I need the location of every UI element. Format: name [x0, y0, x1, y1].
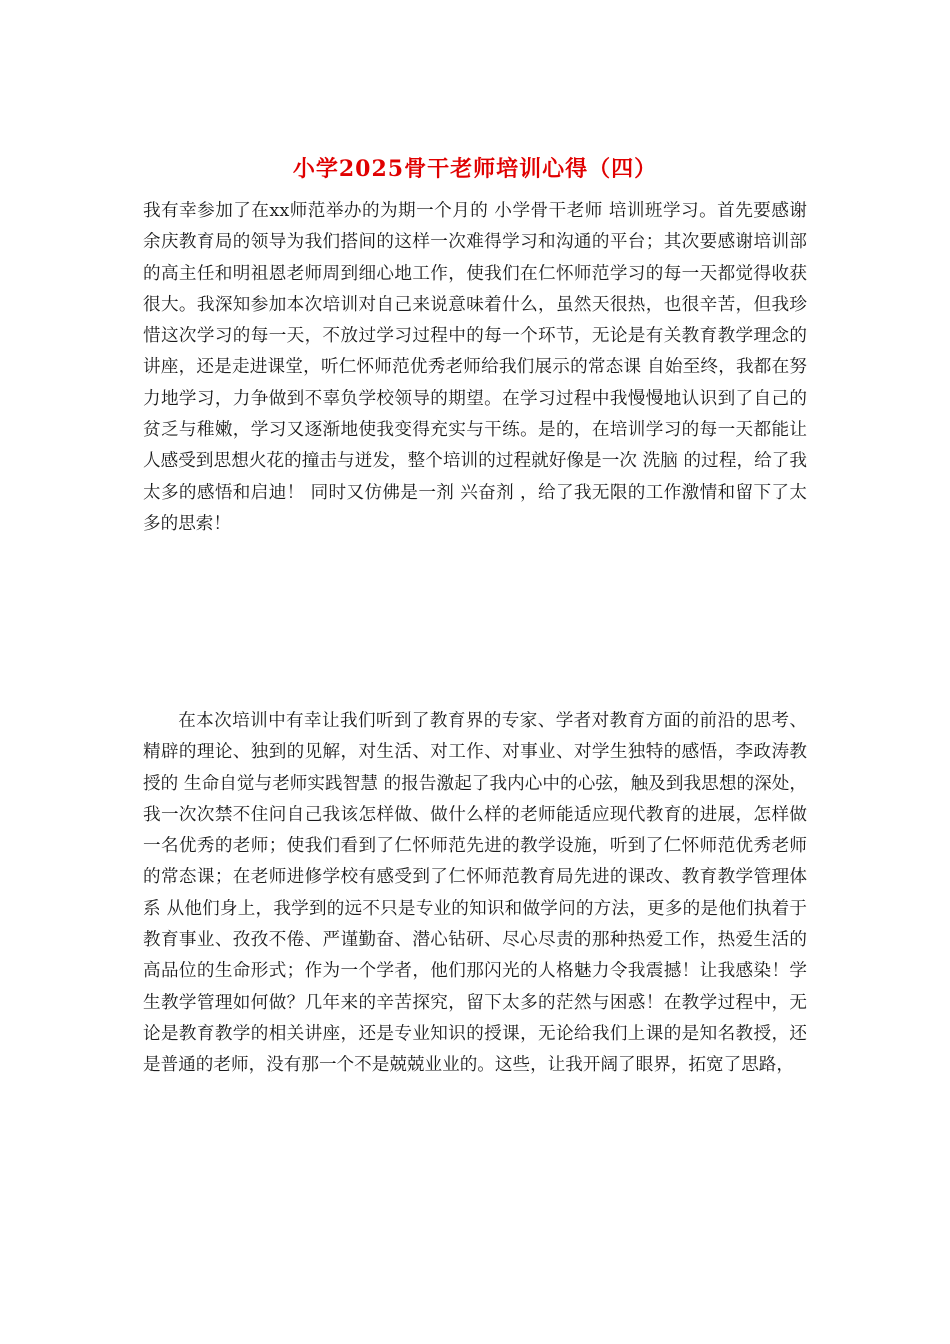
- paragraph-1: 我有幸参加了在xx师范举办的为期一个月的 小学骨干老师 培训班学习。首先要感谢余庆教育局的领导为我们搭间的这样一次难得学习和沟通的平台；其次要感谢培训部的高主任和明祖恩老师周到细心地工作，使我们在仁怀师范学习的每一天都觉得收获很大。我深知参加本次培训对自己来说意味着什么，虽然天很热，也很辛苦，但我珍惜这次学习的每一天，不放过学习过程中的每一个环节，无论是有关教育教学理念的讲座，还是走进课堂，听仁怀师范优秀老师给我们展示的常态课 自始至终，我都在努力地学习，力争做到不辜负学校领导的期望。在学习过程中我慢慢地认识到了自己的贫乏与稚嫩，学习又逐渐地使我变得充实与干练。是的，在培训学习的每一天都能让人感受到思想火花的撞击与迸发，整个培训的过程就好像是一次 洗脑 的过程，给了我太多的感悟和启迪！ 同时又仿佛是一剂 兴奋剂 ，给了我无限的工作激情和留下了太多的思索！: [143, 201, 807, 534]
- paragraph-2: 在本次培训中有幸让我们听到了教育界的专家、学者对教育方面的前沿的思考、精辟的理论、独到的见解，对生活、对工作、对事业、对学生独特的感悟，李政涛教授的 生命自觉与老师实践智慧 的报告激起了我内心中的心弦，触及到我思想的深处，我一次次禁不住问自己我该怎样做、做什么样的老师能适应现代教育的进展，怎样做一名优秀的老师；使我们看到了仁怀师范先进的教学设施，听到了仁怀师范优秀老师的常态课；在老师进修学校有感受到了仁怀师范教育局先进的课改、教育教学管理体系 从他们身上，我学到的远不只是专业的知识和做学问的方法，更多的是他们执着于教育事业、孜孜不倦、严谨勤奋、潜心钻研、尽心尽责的那种热爱工作，热爱生活的高品位的生命形式；作为一个学者，他们那闪光的人格魅力令我震撼！让我感染！学生教学管理如何做？几年来的辛苦探究，留下太多的茫然与困惑！在教学过程中，无论是教育教学的相关讲座，还是专业知识的授课，无论给我们上课的是知名教授，还是普通的老师，没有那一个不是兢兢业业的。这些，让我开阔了眼界，拓宽了思路，: [143, 711, 807, 1076]
- document-title: 小学2025骨干老师培训心得（四）: [292, 156, 658, 182]
